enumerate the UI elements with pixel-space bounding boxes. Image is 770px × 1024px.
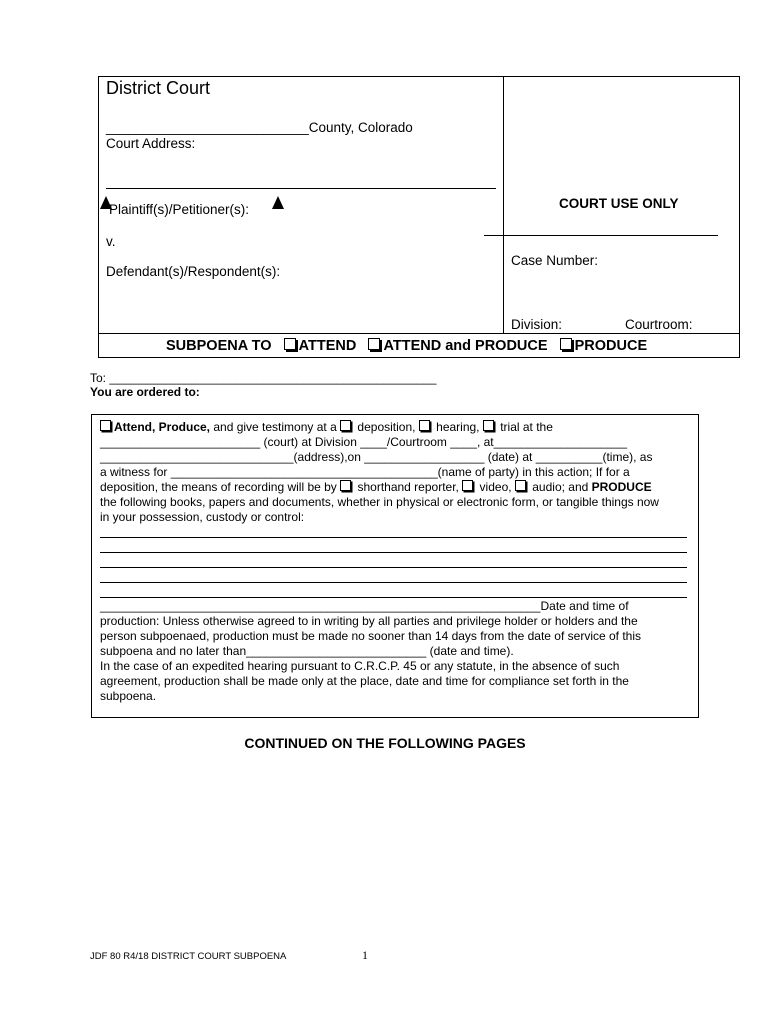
hearing-label: hearing, [432, 420, 483, 434]
court-use-line [484, 235, 718, 236]
production-line-1: production: Unless otherwise agreed to in writing by all parties and privilege holder or holders and the [100, 614, 638, 628]
order-line-7: in your possession, custody or control: [100, 510, 305, 524]
to-blank[interactable]: _________________________________________________ [109, 371, 437, 385]
continued-notice: CONTINUED ON THE FOLLOWING PAGES [244, 735, 526, 751]
attend-checkbox[interactable] [284, 338, 296, 350]
items-blank-line[interactable] [100, 537, 687, 538]
subpoena-title [166, 337, 647, 355]
attend-produce-checkbox[interactable] [368, 338, 380, 350]
produce-option-label: PRODUCE [574, 338, 648, 354]
versus-label: v. [106, 234, 116, 249]
order-line-5 [100, 480, 695, 495]
produce-bold: PRODUCE [591, 480, 652, 494]
recording-text: deposition, the means of recording will be by [100, 480, 341, 494]
caption-divider [503, 76, 504, 333]
video-checkbox[interactable] [462, 480, 473, 491]
county-blank[interactable]: ___________________________ [106, 120, 309, 135]
expedited-line-3: subpoena. [100, 689, 157, 703]
court-address-label: Court Address: [106, 136, 196, 151]
order-line-6: the following books, papers and documents, whether in physical or electronic form, or tangible things now [100, 495, 659, 509]
video-label: video, [476, 480, 515, 494]
attend-produce-option-label: ATTEND and PRODUCE [383, 338, 548, 354]
items-blank-line[interactable] [100, 552, 687, 553]
deposition-checkbox[interactable] [340, 420, 351, 431]
order-line-1 [100, 420, 695, 435]
court-use-only: COURT USE ONLY [559, 196, 679, 211]
shorthand-label: shorthand reporter, [354, 480, 463, 494]
to-line [90, 371, 436, 386]
items-blank-line[interactable] [100, 567, 687, 568]
items-blank-line[interactable] [100, 582, 687, 583]
attend-option-label: ATTEND [298, 338, 357, 354]
subpoena-title-prefix: SUBPOENA TO [166, 338, 272, 354]
to-label: To: [90, 371, 107, 385]
address-line[interactable] [106, 188, 496, 189]
order-line-3[interactable]: _____________________________(address),on __________________ (date) at __________(time), as [100, 450, 653, 464]
footer-form-id: JDF 80 R4/18 DISTRICT COURT SUBPOENA [90, 951, 287, 962]
court-name: District Court [106, 78, 211, 98]
production-line-3[interactable]: subpoena and no later than___________________________ (date and time). [100, 644, 514, 658]
produce-checkbox[interactable] [560, 338, 572, 350]
case-number-label[interactable]: Case Number: [511, 253, 599, 268]
courtroom-label[interactable]: Courtroom: [625, 317, 693, 332]
page-number: 1 [362, 948, 368, 962]
production-text [100, 599, 695, 704]
order-line-2[interactable]: ________________________ (court) at Division ____/Courtroom ____, at____________________ [100, 435, 628, 449]
date-time-line[interactable]: __________________________________________________________________Date and time of [100, 599, 629, 613]
ordered-label: You are ordered to: [90, 385, 200, 399]
defendant-label: Defendant(s)/Respondent(s): [106, 264, 281, 279]
hearing-checkbox[interactable] [419, 420, 430, 431]
county-line [106, 120, 413, 136]
order-body [100, 420, 695, 525]
attend-produce-bold: Attend, Produce, [114, 420, 211, 434]
audio-label: audio; and [528, 480, 592, 494]
plaintiff-label: Plaintiff(s)/Petitioner(s): [109, 202, 250, 217]
order-line-4[interactable]: a witness for ________________________________________(name of party) in this action; If for a [100, 465, 630, 479]
up-arrow-icon [272, 196, 284, 209]
division-label[interactable]: Division: [511, 317, 563, 332]
title-row-top-border [98, 333, 739, 334]
audio-checkbox[interactable] [515, 480, 526, 491]
attend-produce-checkbox-body[interactable] [100, 420, 111, 431]
trial-checkbox[interactable] [483, 420, 494, 431]
shorthand-checkbox[interactable] [340, 480, 351, 491]
production-line-2: person subpoenaed, production must be made no sooner than 14 days from the date of service of this [100, 629, 642, 643]
expedited-line-2: agreement, production shall be made only at the place, date and time for compliance set forth in the [100, 674, 629, 688]
expedited-line-1: In the case of an expedited hearing pursuant to C.R.C.P. 45 or any statute, in the absence of such [100, 659, 620, 673]
deposition-label: deposition, [354, 420, 419, 434]
county-label: County, Colorado [308, 120, 413, 135]
trial-label: trial at the [496, 420, 553, 434]
order-text: and give testimony at a [210, 420, 341, 434]
items-blank-line[interactable] [100, 597, 687, 598]
